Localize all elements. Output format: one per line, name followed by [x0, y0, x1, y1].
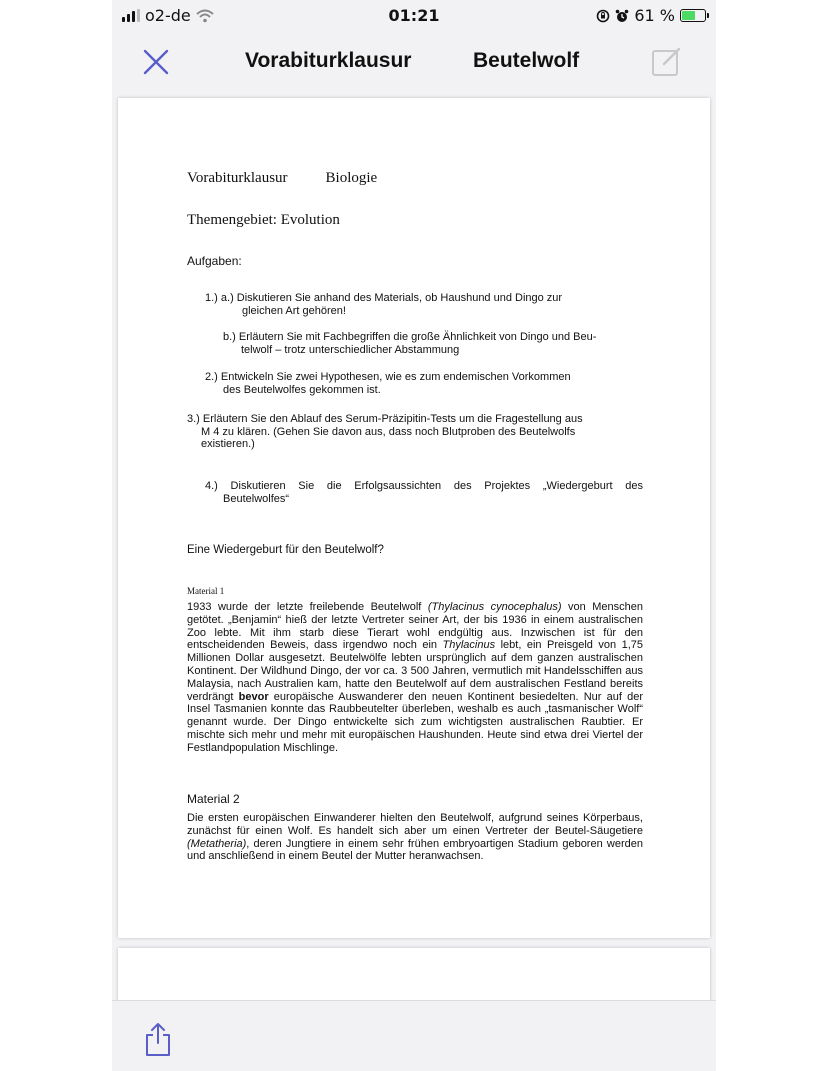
task-2: [205, 371, 571, 396]
task-line: M 4 zu klären. (Gehen Sie davon aus, dass noch Blutproben des Beutelwolfs: [201, 425, 576, 438]
orientation-lock-icon: [596, 9, 610, 23]
material-1-label: Material 1: [187, 586, 225, 596]
status-right: [596, 6, 706, 25]
battery-icon: [680, 9, 706, 22]
document-header: [187, 170, 377, 187]
task-1b: [223, 331, 596, 356]
nav-title-right: Beutelwolf: [473, 49, 580, 72]
task-3: [187, 413, 643, 451]
app-screen: [112, 0, 716, 1071]
nav-title-left: Vorabiturklausur: [245, 49, 412, 72]
task-line: Beutelwolfes“: [223, 492, 290, 505]
battery-fill: [682, 11, 695, 20]
share-icon[interactable]: [144, 1021, 172, 1057]
task-line: b.) Erläutern Sie mit Fachbegriffen die große Ähnlichkeit von Dingo und Beu-: [223, 331, 597, 343]
battery-percent: 61 %: [634, 6, 675, 25]
document-topic: Themengebiet: Evolution: [187, 212, 340, 228]
bottom-toolbar: [112, 1000, 716, 1071]
close-icon[interactable]: [140, 46, 172, 78]
edit-icon: [650, 44, 684, 78]
status-time: 01:21: [388, 6, 440, 25]
task-1a: [205, 292, 562, 317]
task-line: gleichen Art gehören!: [242, 304, 346, 317]
section-title: Eine Wiedergeburt für den Beutelwolf?: [187, 544, 384, 556]
task-line: 2.) Entwickeln Sie zwei Hypothesen, wie es zum endemischen Vorkommen: [205, 371, 571, 383]
status-bar: [112, 0, 716, 32]
task-4: [205, 480, 643, 505]
material-2-label: Material 2: [187, 792, 240, 806]
task-line: des Beutelwolfes gekommen ist.: [223, 383, 381, 396]
document-page[interactable]: [118, 98, 710, 938]
alarm-icon: [615, 9, 629, 23]
task-line: existieren.): [201, 438, 255, 450]
task-line: 4.) Diskutieren Sie die Erfolgsaussichten des Projektes „Wiedergeburt des: [205, 480, 643, 492]
material-2-text: Die ersten europäischen Einwanderer hielten den Beutelwolf, aufgrund seines Körperbaus, zunächst für einen Wolf. Es handelt sich aber um einen Vertreter der Beutel-Säugetiere (Metatheria), deren Jungtiere in einem sehr frühen embryoartigen Stadium geboren werden und anschließend in einem Beutel der Mutter heranwachsen.: [187, 812, 643, 863]
header-left: Vorabiturklausur: [187, 170, 288, 186]
material-1-text: 1933 wurde der letzte freilebende Beutelwolf (Thylacinus cynocephalus) von Menschen getötet. „Benjamin“ hieß der letzte Vertreter seiner Art, der bis 1936 in einem australischen Zoo lebte. Mit ihm starb diese Tierart wohl endgültig aus. Inzwischen ist für den entscheidenden Beweis, dass irgendwo noch ein Thylacinus lebt, ein Preisgeld von 1,75 Millionen Dollar ausgesetzt. Beutelwölfe lebten ursprünglich auf dem ganzen australischen Kontinent. Der Wildhund Dingo, der vor ca. 3 500 Jahren, vermutlich mit Handelsschiffen aus Malaysia, nach Australien kam, hatte den Beutelwolf auf dem australischen Festland bereits verdrängt bevor europäische Auswanderer den neuen Kontinent besiedelten. Nur auf der Insel Tasmanien konnte das Raubbeutelter überleben, weshalb es auch „tasmanischer Wolf“ genannt wurde. Der Dingo entwickelte sich zum wichtigsten australischen Raubtier. Er mischte sich mehr und mehr mit europäischen Haushunden. Heute sind etwa drei Viertel der Festlandpopulation Mischlinge.: [187, 601, 644, 754]
task-line: 1.) a.) Diskutieren Sie anhand des Materials, ob Haushund und Dingo zur: [205, 292, 563, 304]
task-line: 3.) Erläutern Sie den Ablauf des Serum-Präzipitin-Tests um die Fragestellung aus: [187, 413, 583, 425]
tasks-heading: Aufgaben:: [187, 254, 242, 268]
header-right: Biologie: [325, 170, 378, 186]
nav-bar: [112, 32, 716, 92]
carrier-name: o2-de: [145, 6, 191, 25]
task-line: telwolf – trotz unterschiedlicher Abstammung: [241, 343, 460, 356]
document-page-2[interactable]: [118, 948, 710, 1008]
